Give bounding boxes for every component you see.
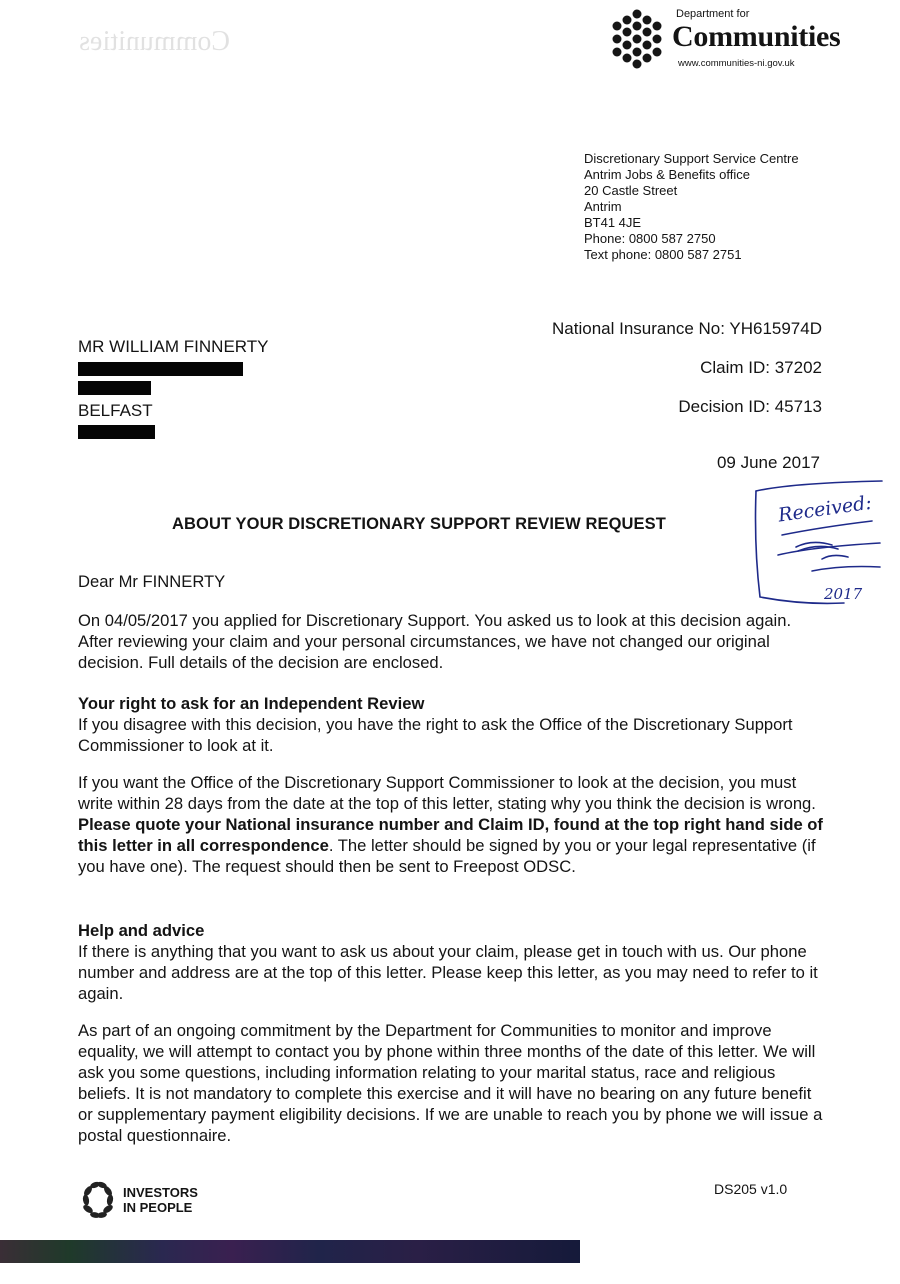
paragraph-how-to-request-text: If you want the Office of the Discretionary Support Commissioner to look at the decision, you must write within 28 days from the date at the top of this letter, stating why you think the decision is wrong. bbox=[78, 773, 816, 813]
hexagon-cluster-icon bbox=[608, 8, 666, 70]
redacted-postcode bbox=[78, 425, 155, 439]
redacted-address-line bbox=[78, 381, 151, 395]
national-insurance-number: National Insurance No: YH615974D bbox=[552, 319, 822, 338]
department-prefix: Department for bbox=[676, 8, 750, 20]
scanner-colour-bar bbox=[0, 1240, 580, 1263]
section-help-advice-text: If there is anything that you want to ask us about your claim, please get in touch with us. Our phone number and address are at the top of this letter. Please keep this letter, as you may need to refer to it again. bbox=[78, 942, 818, 1003]
section-independent-review-text: If you disagree with this decision, you have the right to ask the Office of the Discretionary Support Commissioner to look at it. bbox=[78, 715, 793, 755]
office-address bbox=[584, 151, 799, 263]
paragraph-decision-text: On 04/05/2017 you applied for Discretionary Support. You asked us to look at this decision again. After reviewing your claim and your personal circumstances, we have not changed our original decision. Full details of the decision are enclosed. bbox=[78, 611, 792, 672]
office-text-phone: Text phone: 0800 587 2751 bbox=[584, 247, 742, 262]
office-address-line: Discretionary Support Service Centre bbox=[584, 151, 799, 166]
department-website: www.communities-ni.gov.uk bbox=[678, 58, 795, 69]
claim-id: Claim ID: 37202 bbox=[700, 358, 822, 377]
department-logo bbox=[608, 6, 870, 72]
office-address-line: BT41 4JE bbox=[584, 215, 642, 230]
section-help-advice-title: Help and advice bbox=[78, 921, 205, 940]
letter-heading: ABOUT YOUR DISCRETIONARY SUPPORT REVIEW REQUEST bbox=[172, 515, 666, 533]
redacted-address-line bbox=[78, 362, 243, 376]
laurel-wreath-icon bbox=[78, 1180, 118, 1220]
decision-id: Decision ID: 45713 bbox=[678, 397, 822, 416]
recipient-name: MR WILLIAM FINNERTY bbox=[78, 337, 269, 356]
office-address-line: 20 Castle Street bbox=[584, 183, 678, 198]
office-address-line: Antrim bbox=[584, 199, 622, 214]
investors-in-people-logo bbox=[78, 1180, 228, 1220]
iip-line-2: IN PEOPLE bbox=[123, 1200, 193, 1215]
form-code: DS205 v1.0 bbox=[714, 1181, 788, 1197]
letter-date: 09 June 2017 bbox=[716, 453, 820, 472]
stamp-year-text: 2017 bbox=[824, 585, 863, 603]
reference-block bbox=[552, 318, 822, 435]
greeting: Dear Mr FINNERTY bbox=[78, 572, 226, 591]
section-help-advice bbox=[78, 920, 823, 1004]
paragraph-decision bbox=[78, 610, 823, 673]
paragraph-equality bbox=[78, 1020, 823, 1146]
paragraph-how-to-request bbox=[78, 772, 823, 877]
paragraph-how-to-request-text-end: . The letter should be signed by you or your legal representative (if you have one). The request should then be sent to Freepost ODSC. bbox=[78, 836, 816, 876]
paragraph-how-to-request-emphasis: Please quote your National insurance number and Claim ID, found at the top right hand side of this letter in all correspondence bbox=[78, 815, 823, 855]
show-through-letterhead bbox=[40, 18, 290, 88]
section-independent-review-title: Your right to ask for an Independent Review bbox=[78, 694, 425, 713]
show-through-text: Communities bbox=[79, 26, 230, 57]
section-independent-review bbox=[78, 693, 823, 756]
recipient-town: BELFAST bbox=[78, 401, 153, 420]
office-address-line: Antrim Jobs & Benefits office bbox=[584, 167, 750, 182]
paragraph-equality-text: As part of an ongoing commitment by the Department for Communities to monitor and improve equality, we will attempt to contact you by phone within three months of the date of this letter. We will ask you some questions, including information relating to your marital status, race and religious beliefs. It is not mandatory to complete this exercise and it will have no bearing on any future benefit or supplementary payment eligibility decisions. If we are unable to reach you by phone we will issue a postal questionnaire. bbox=[78, 1021, 823, 1145]
department-name: Communities bbox=[672, 20, 841, 53]
recipient-address bbox=[78, 337, 338, 447]
office-phone: Phone: 0800 587 2750 bbox=[584, 231, 716, 246]
iip-line-1: INVESTORS bbox=[123, 1185, 198, 1200]
stamp-received-text: Received: bbox=[776, 491, 874, 527]
